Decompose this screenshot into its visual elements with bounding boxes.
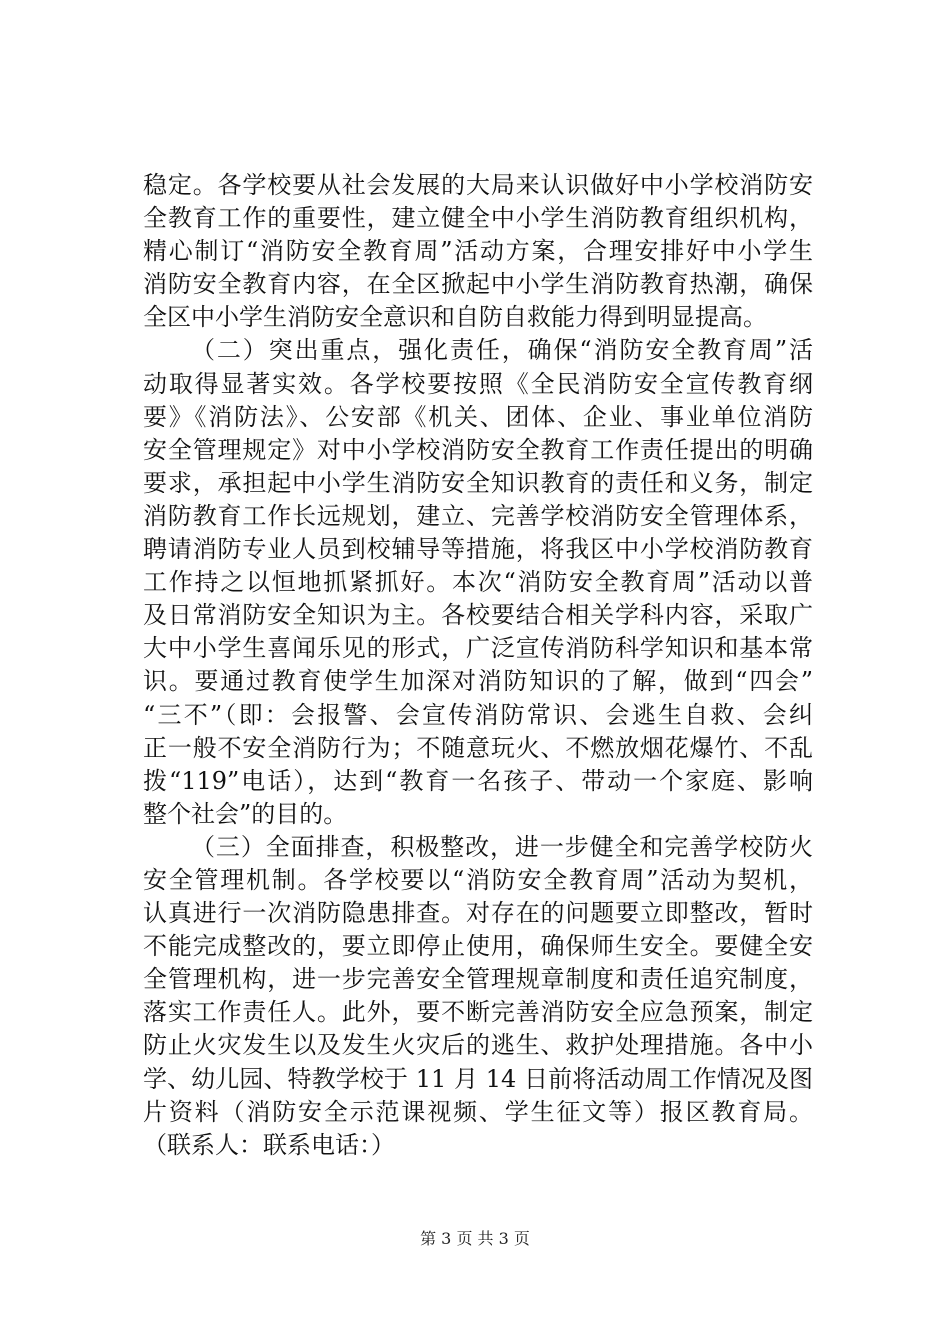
text-line: 要求，承担起中小学生消防安全知识教育的责任和义务，制定 [143, 468, 813, 497]
text-line: 消防教育工作长远规划，建立、完善学校消防安全管理体系， [143, 501, 813, 530]
text-line: （二）突出重点，强化责任，确保“消防安全教育周”活 [191, 336, 813, 365]
body-text [143, 169, 813, 1162]
text-line: 认真进行一次消防隐患排查。对存在的问题要立即整改，暂时 [143, 899, 813, 928]
text-line: 工作持之以恒地抓紧抓好。本次“消防安全教育周”活动以普 [143, 568, 813, 597]
text-line: “三不”（即：会报警、会宣传消防常识、会逃生自救、会纠 [143, 700, 813, 729]
text-line: 动取得显著实效。各学校要按照《全民消防安全宣传教育纲 [143, 369, 813, 398]
text-line: 不能完成整改的，要立即停止使用，确保师生安全。要健全安 [143, 932, 813, 961]
text-line: 片资料（消防安全示范课视频、学生征文等）报区教育局。 [143, 1097, 813, 1126]
text-line: 精心制订“消防安全教育周”活动方案，合理安排好中小学生 [143, 237, 813, 266]
text-line: （三）全面排查，积极整改，进一步健全和完善学校防火 [191, 832, 813, 861]
text-line: 聘请消防专业人员到校辅导等措施，将我区中小学校消防教育 [143, 535, 813, 564]
text-line: 安全管理规定》对中小学校消防安全教育工作责任提出的明确 [143, 435, 813, 464]
text-line: 落实工作责任人。此外，要不断完善消防安全应急预案，制定 [143, 998, 813, 1027]
text-line: 整个社会”的目的。 [143, 799, 348, 828]
text-line: 识。要通过教育使学生加深对消防知识的了解，做到“四会” [143, 667, 813, 696]
text-line: 学、幼儿园、特教学校于 11 月 14 日前将活动周工作情况及图 [143, 1064, 813, 1093]
text-line: 及日常消防安全知识为主。各校要结合相关学科内容，采取广 [143, 601, 813, 630]
text-line: 安全管理机制。各学校要以“消防安全教育周”活动为契机， [143, 865, 813, 894]
text-line: 全教育工作的重要性，建立健全中小学生消防教育组织机构， [143, 204, 813, 233]
text-line: 拨“119”电话），达到“教育一名孩子、带动一个家庭、影响 [143, 766, 813, 795]
text-line: 全管理机构，进一步完善安全管理规章制度和责任追究制度， [143, 965, 813, 994]
text-line: 防止火灾发生以及发生火灾后的逃生、救护处理措施。各中小 [143, 1031, 813, 1060]
text-line: 大中小学生喜闻乐见的形式，广泛宣传消防科学知识和基本常 [143, 634, 813, 663]
text-line: 消防安全教育内容，在全区掀起中小学生消防教育热潮，确保 [143, 270, 813, 299]
page-footer: 第 3 页 共 3 页 [420, 1229, 530, 1248]
text-line: 稳定。各学校要从社会发展的大局来认识做好中小学校消防安 [143, 171, 813, 199]
text-line: 全区中小学生消防安全意识和自防自救能力得到明显提高。 [143, 303, 767, 332]
text-line: 要》《消防法》、公安部《机关、团体、企业、事业单位消防 [143, 402, 813, 431]
text-line: （联系人：联系电话：） [143, 1130, 395, 1159]
text-line: 正一般不安全消防行为；不随意玩火、不燃放烟花爆竹、不乱 [143, 733, 813, 762]
